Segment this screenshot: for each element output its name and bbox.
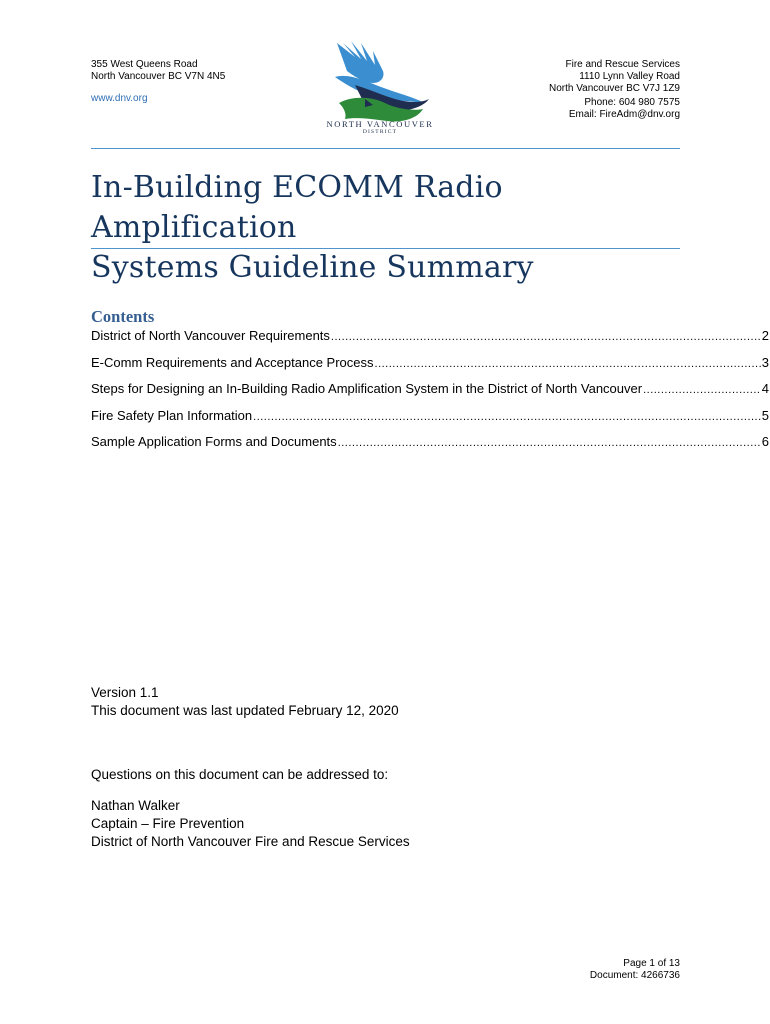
toc-entry-page: 3 — [761, 354, 769, 370]
title-line-1: In-Building ECOMM Radio Amplification — [91, 170, 503, 245]
toc-leader — [375, 356, 761, 372]
toc-entry[interactable] — [91, 381, 769, 408]
website-link[interactable]: www.dnv.org — [91, 93, 148, 104]
toc-entry-title: Fire Safety Plan Information — [91, 407, 253, 423]
version-label: Version 1.1 — [91, 685, 159, 700]
right-address-line-2: North Vancouver BC V7J 1Z9 — [549, 83, 680, 94]
header-divider — [91, 148, 680, 149]
department-name: Fire and Rescue Services — [565, 59, 680, 70]
contents-heading: Contents — [91, 307, 155, 326]
address-line-1: 355 West Queens Road — [91, 59, 198, 70]
contact-intro: Questions on this document can be addressed to: — [91, 767, 389, 782]
header-address-right — [549, 59, 680, 121]
toc-entry-page: 2 — [761, 328, 769, 343]
toc-entry[interactable] — [91, 434, 769, 461]
page-number: Page 1 of 13 — [623, 958, 680, 969]
contact-position: Captain – Fire Prevention — [91, 816, 245, 831]
email-address: Email: FireAdm@dnv.org — [568, 109, 680, 120]
toc-leader — [338, 435, 761, 451]
last-updated: This document was last updated February 12, 2020 — [91, 703, 399, 718]
header-address-left — [91, 59, 225, 105]
logo-name: NORTH VANCOUVER — [326, 119, 434, 129]
toc-leader — [643, 382, 761, 398]
toc-leader — [331, 329, 761, 345]
contact-block — [91, 797, 410, 851]
toc-entry-title: District of North Vancouver Requirements — [91, 328, 330, 343]
table-of-contents — [91, 328, 769, 461]
title-underline — [91, 248, 680, 249]
phone-number: Phone: 604 980 7575 — [584, 97, 680, 108]
logo-text — [318, 120, 442, 136]
toc-entry[interactable] — [91, 408, 769, 435]
page-footer — [590, 958, 680, 982]
version-block — [91, 684, 399, 720]
contact-organization: District of North Vancouver Fire and Rescue Services — [91, 834, 410, 849]
title-line-2: Systems Guideline Summary — [91, 250, 534, 285]
toc-entry-title: E-Comm Requirements and Acceptance Process — [91, 354, 374, 370]
toc-entry-page: 6 — [761, 434, 769, 449]
toc-leader — [253, 409, 761, 425]
logo-subname: DISTRICT — [362, 129, 398, 135]
toc-entry-page: 5 — [761, 407, 769, 423]
document-number: Document: 4266736 — [589, 970, 680, 981]
document-title — [91, 168, 691, 288]
toc-entry-page: 4 — [761, 381, 769, 396]
toc-entry-title: Sample Application Forms and Documents — [91, 434, 337, 449]
toc-entry[interactable] — [91, 355, 769, 382]
address-line-2: North Vancouver BC V7N 4N5 — [91, 71, 226, 82]
toc-entry[interactable] — [91, 328, 769, 355]
contact-name: Nathan Walker — [91, 798, 180, 813]
right-address-line-1: 1110 Lynn Valley Road — [579, 71, 680, 82]
toc-entry-title: Steps for Designing an In-Building Radio Amplification System in the District of North Vancouver — [91, 381, 643, 396]
